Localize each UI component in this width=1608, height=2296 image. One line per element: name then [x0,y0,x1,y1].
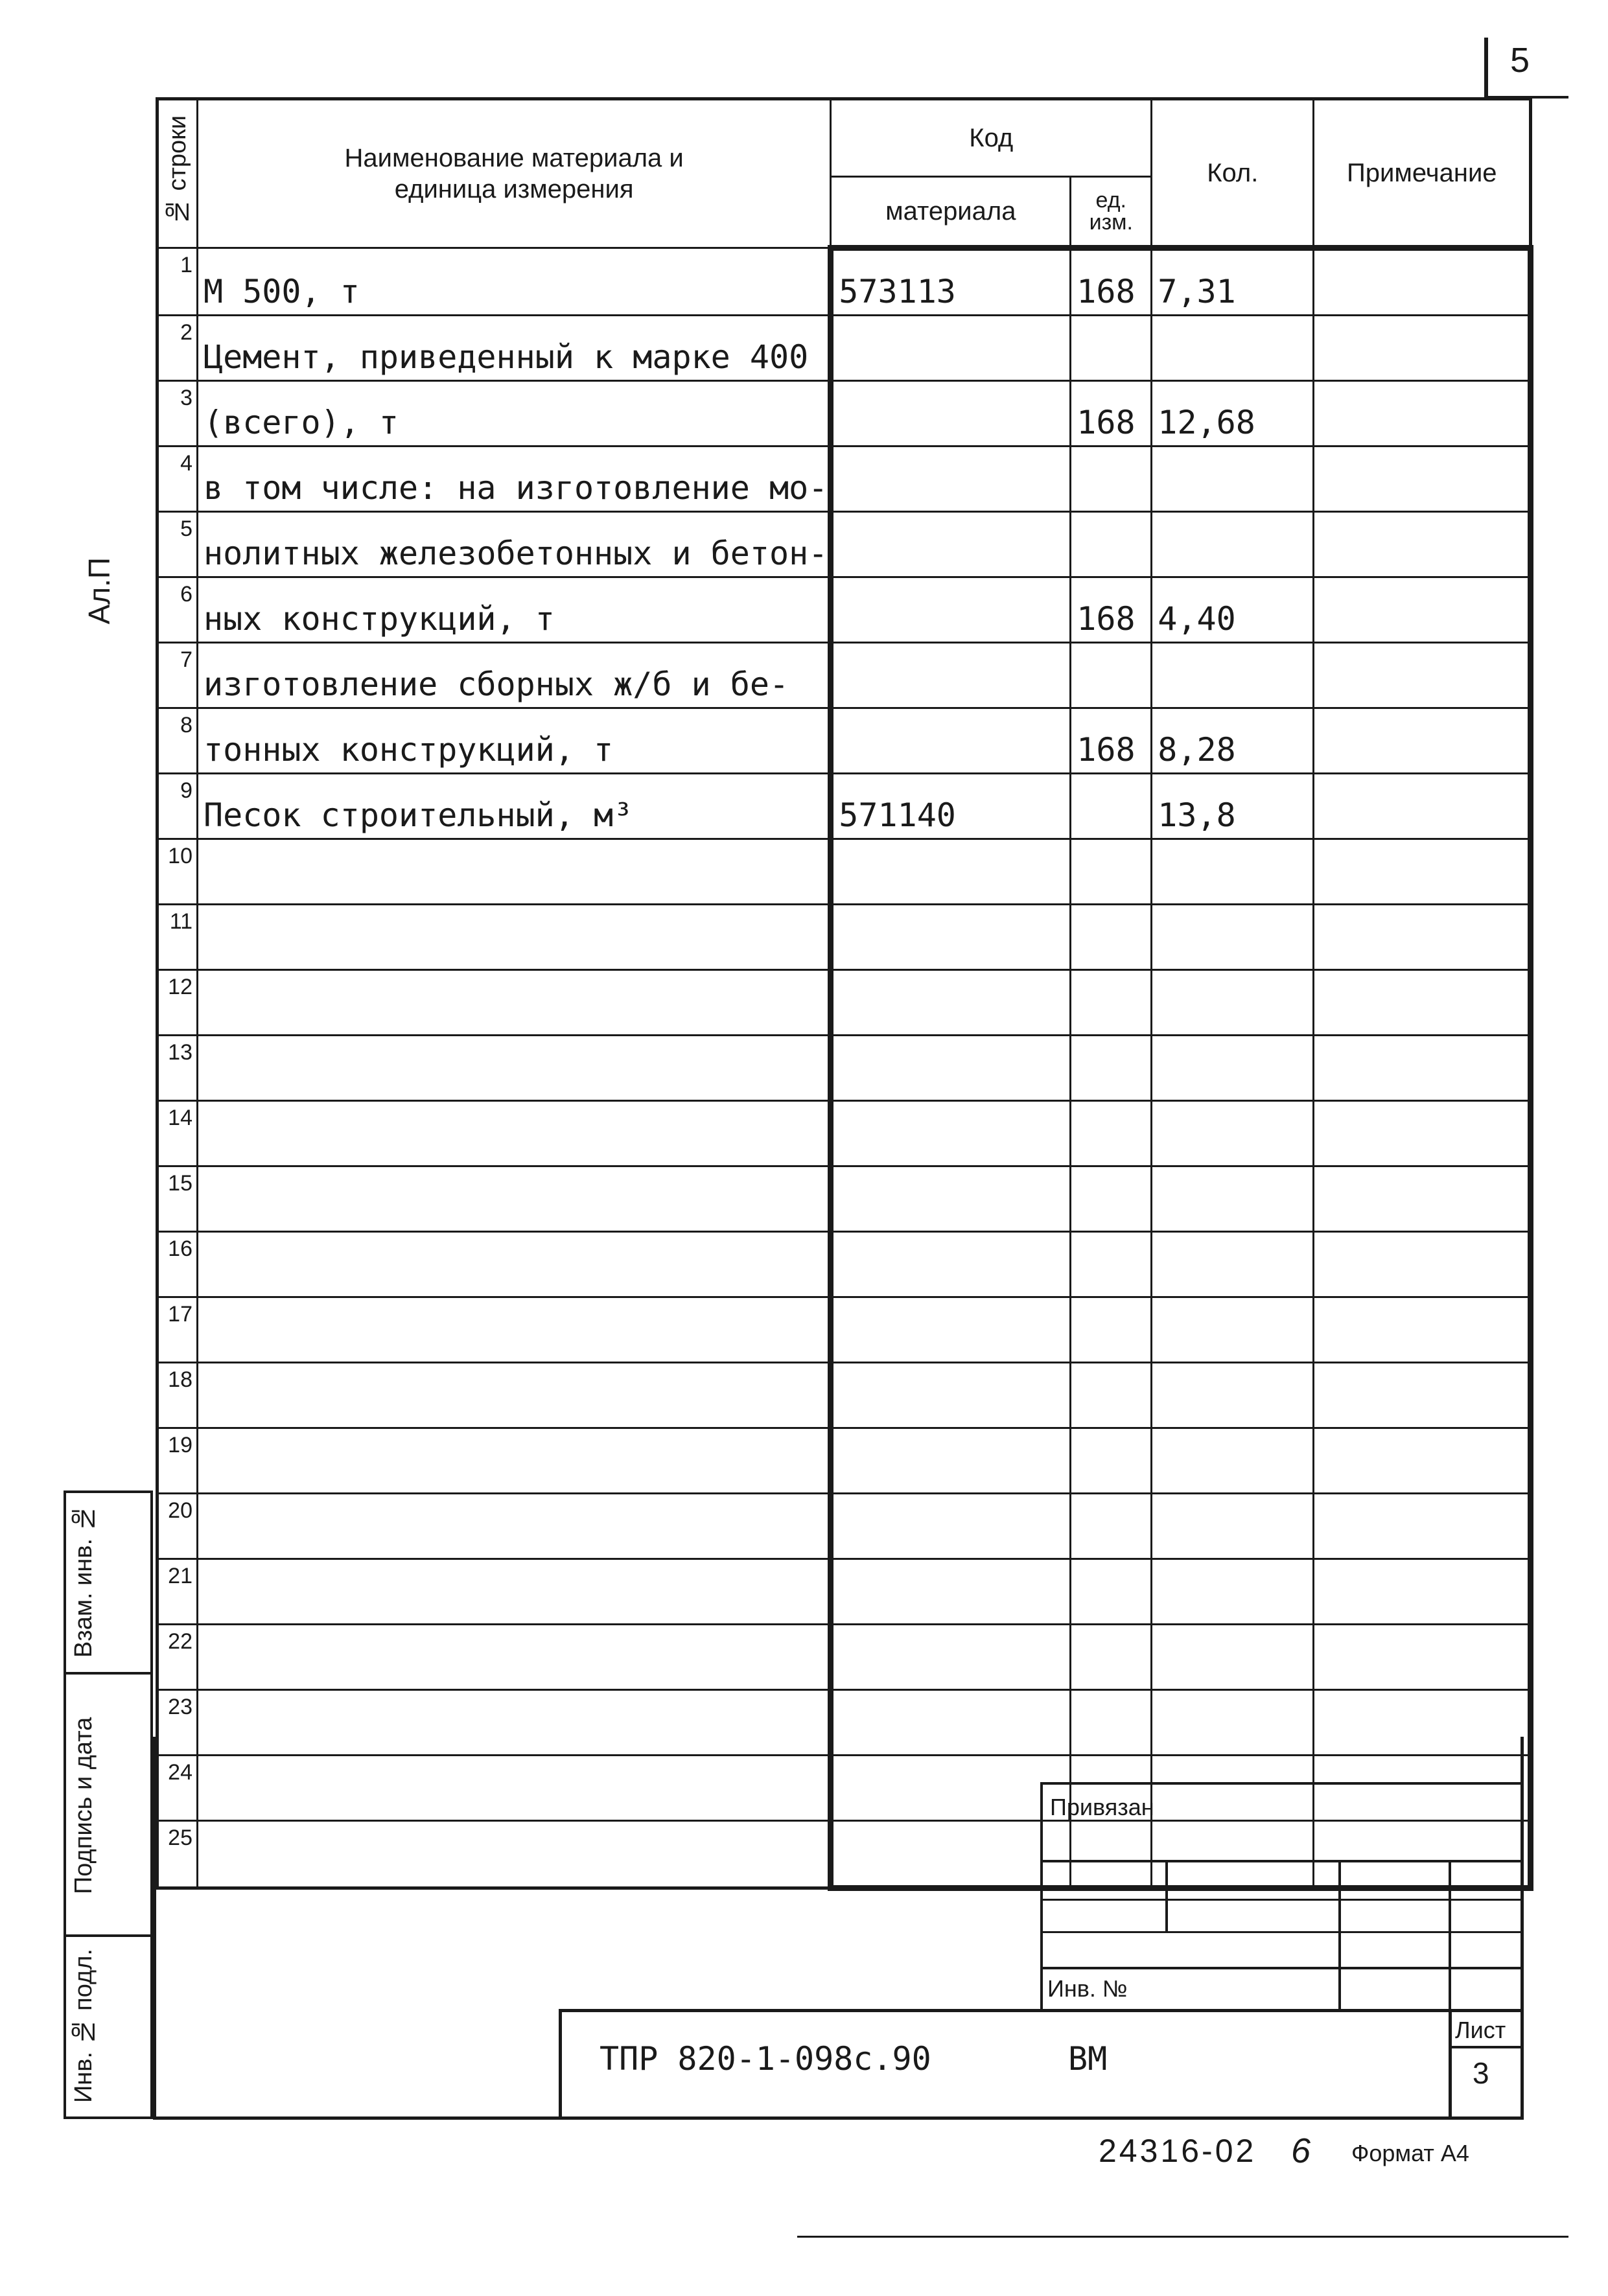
inv-no-label: Инв. № [1047,1975,1128,2002]
table-row [157,970,1531,1036]
table-row [157,1821,1531,1888]
row-number: 9 [157,774,198,839]
material-code [831,1821,1071,1888]
unit-code [1071,1428,1152,1494]
table-row [157,1494,1531,1559]
material-code [831,1363,1071,1428]
material-code [831,839,1071,905]
material-code [831,316,1071,381]
row-number: 4 [157,446,198,512]
table-row [157,1625,1531,1690]
table-row [157,1232,1531,1297]
sheet-label: Лист [1455,2017,1506,2043]
note [1314,643,1531,708]
row-number: 18 [157,1363,198,1428]
unit-code: 168 [1071,708,1152,774]
material-name: тонных конструкций, т [198,708,831,774]
material-code: 571140 [831,774,1071,839]
row-number: 12 [157,970,198,1036]
note [1314,1494,1531,1559]
table-row [157,1428,1531,1494]
unit-code [1071,1101,1152,1166]
quantity [1152,970,1314,1036]
row-number: 24 [157,1756,198,1821]
unit-code [1071,1036,1152,1101]
table-row [157,839,1531,905]
sheet-cell-divider [1449,2046,1523,2048]
material-name [198,1101,831,1166]
material-name [198,1756,831,1821]
header-qty: Кол. [1152,99,1314,248]
material-name: (всего), т [198,381,831,446]
material-code [831,1297,1071,1363]
note [1314,839,1531,905]
unit-code [1071,1559,1152,1625]
material-name: Песок строительный, м³ [198,774,831,839]
quantity [1152,316,1314,381]
row-number: 10 [157,839,198,905]
frame-right [1521,1737,1524,2119]
doc-code: ТПР 820-1-098с.90 [600,2040,931,2078]
quantity [1152,512,1314,577]
note [1314,1821,1531,1888]
note [1314,1559,1531,1625]
table-row [157,643,1531,708]
material-name [198,1821,831,1888]
material-name [198,1494,831,1559]
quantity [1152,1756,1314,1821]
material-code [831,970,1071,1036]
material-name [198,1428,831,1494]
unit-code [1071,1625,1152,1690]
material-code [831,1559,1071,1625]
note [1314,1297,1531,1363]
note [1314,708,1531,774]
table-row [157,446,1531,512]
row-number: 19 [157,1428,198,1494]
side-divider-2 [64,1672,153,1675]
material-code [831,643,1071,708]
material-code [831,446,1071,512]
material-name: ных конструкций, т [198,577,831,643]
material-code [831,1101,1071,1166]
side-stamp: Ал.П [82,557,116,625]
material-code [831,1166,1071,1232]
note [1314,1166,1531,1232]
material-name [198,1690,831,1756]
quantity [1152,1690,1314,1756]
material-code [831,905,1071,970]
format-label: Формат А4 [1351,2140,1469,2166]
note [1314,316,1531,381]
unit-code: 168 [1071,248,1152,316]
table-row [157,1166,1531,1232]
row-number: 11 [157,905,198,970]
unit-code [1071,643,1152,708]
quantity: 8,28 [1152,708,1314,774]
material-name: М 500, т [198,248,831,316]
sheet-cell-left [1449,2009,1452,2119]
side-divider-4 [64,2116,156,2119]
unit-code [1071,316,1152,381]
page-number: 5 [1510,41,1530,80]
row-number: 7 [157,643,198,708]
unit-code [1071,1821,1152,1888]
privyazan-col-3 [1449,1860,1451,2009]
material-name [198,1297,831,1363]
header-name: Наименование материала и единица измерения [198,99,831,248]
table-row [157,905,1531,970]
material-name [198,839,831,905]
unit-code: 168 [1071,577,1152,643]
stamp-left [559,2009,562,2119]
materials-table [156,97,1533,1891]
row-number: 22 [157,1625,198,1690]
material-name [198,1166,831,1232]
material-code [831,381,1071,446]
note [1314,446,1531,512]
table-row [157,774,1531,839]
privyazan-label: Привязан [1050,1794,1154,1820]
archive-sheet: 6 [1291,2131,1311,2170]
material-name: изготовление сборных ж/б и бе- [198,643,831,708]
quantity [1152,1625,1314,1690]
table-row [157,1363,1531,1428]
row-number: 2 [157,316,198,381]
row-number: 14 [157,1101,198,1166]
material-code [831,512,1071,577]
unit-code [1071,1232,1152,1297]
material-code [831,1036,1071,1101]
material-name [198,1559,831,1625]
table-row [157,512,1531,577]
row-number: 8 [157,708,198,774]
quantity [1152,905,1314,970]
note [1314,1101,1531,1166]
row-number: 1 [157,248,198,316]
header-code: Код [831,99,1152,177]
note [1314,512,1531,577]
stamp-top [561,2009,1523,2012]
quantity: 7,31 [1152,248,1314,316]
unit-code [1071,1363,1152,1428]
quantity [1152,1101,1314,1166]
quantity: 12,68 [1152,381,1314,446]
header-note: Примечание [1314,99,1531,248]
row-number: 21 [157,1559,198,1625]
material-name [198,1232,831,1297]
table-row [157,1101,1531,1166]
material-code [831,1428,1071,1494]
quantity [1152,839,1314,905]
archive-number: 24316-02 [1099,2133,1257,2169]
doc-type: ВМ [1068,2040,1108,2078]
row-number: 3 [157,381,198,446]
unit-code [1071,905,1152,970]
material-name [198,1363,831,1428]
material-name: в том числе: на изготовление мо- [198,446,831,512]
unit-code [1071,1297,1152,1363]
podpis-data-label: Подпись и дата [70,1717,97,1894]
header-row-no: № строки [157,99,198,248]
unit-code [1071,774,1152,839]
unit-code [1071,970,1152,1036]
unit-code [1071,839,1152,905]
privyazan-top [1040,1782,1523,1785]
table-row [157,577,1531,643]
unit-code [1071,512,1152,577]
material-code [831,1232,1071,1297]
frame-bottom [153,2116,1524,2120]
material-name: Цемент, приведенный к марке 400 [198,316,831,381]
note [1314,381,1531,446]
note [1314,577,1531,643]
quantity: 4,40 [1152,577,1314,643]
quantity [1152,1428,1314,1494]
row-number: 6 [157,577,198,643]
material-code [831,708,1071,774]
privyazan-col-2 [1338,1860,1341,2009]
material-code: 573113 [831,248,1071,316]
note [1314,1756,1531,1821]
table-row [157,1690,1531,1756]
table-row [157,1756,1531,1821]
table-row [157,1559,1531,1625]
material-name [198,1625,831,1690]
quantity [1152,643,1314,708]
material-name [198,970,831,1036]
side-divider-1 [64,1490,153,1493]
note [1314,1690,1531,1756]
material-code [831,1690,1071,1756]
row-number: 15 [157,1166,198,1232]
material-code [831,1756,1071,1821]
side-border-outer [64,1490,66,2119]
quantity [1152,446,1314,512]
note [1314,248,1531,316]
table-row [157,316,1531,381]
unit-code: 168 [1071,381,1152,446]
unit-code [1071,1690,1152,1756]
bottom-rule [797,2236,1568,2238]
header-code-material: материала [831,177,1071,248]
quantity [1152,1821,1314,1888]
table-row [157,1297,1531,1363]
row-number: 25 [157,1821,198,1888]
material-code [831,1625,1071,1690]
unit-code [1071,1494,1152,1559]
unit-code [1071,446,1152,512]
inv-podl-label: Инв. № подл. [70,1949,97,2103]
material-name [198,905,831,970]
table-row [157,248,1531,316]
table-row [157,1036,1531,1101]
note [1314,1625,1531,1690]
quantity: 13,8 [1152,774,1314,839]
quantity [1152,1363,1314,1428]
row-number: 5 [157,512,198,577]
header-code-unit: ед. изм. [1071,177,1152,248]
privyazan-left [1040,1782,1043,2009]
quantity [1152,1232,1314,1297]
page-number-tick [1484,38,1488,97]
material-name [198,1036,831,1101]
row-number: 23 [157,1690,198,1756]
row-number: 13 [157,1036,198,1101]
note [1314,1428,1531,1494]
row-number: 20 [157,1494,198,1559]
note [1314,1363,1531,1428]
material-code [831,577,1071,643]
note [1314,1036,1531,1101]
privyazan-col-1 [1165,1860,1168,1931]
side-divider-3 [64,1934,153,1937]
note [1314,1232,1531,1297]
material-name: нолитных железобетонных и бетон- [198,512,831,577]
note [1314,905,1531,970]
quantity [1152,1166,1314,1232]
unit-code [1071,1166,1152,1232]
frame-left [153,1737,156,2119]
row-number: 17 [157,1297,198,1363]
vzam-inv-label: Взам. инв. № [70,1504,97,1658]
note [1314,970,1531,1036]
quantity [1152,1494,1314,1559]
quantity [1152,1559,1314,1625]
quantity [1152,1036,1314,1101]
table-row [157,381,1531,446]
quantity [1152,1297,1314,1363]
table-row [157,708,1531,774]
sheet-number: 3 [1473,2056,1489,2090]
row-number: 16 [157,1232,198,1297]
note [1314,774,1531,839]
material-code [831,1494,1071,1559]
